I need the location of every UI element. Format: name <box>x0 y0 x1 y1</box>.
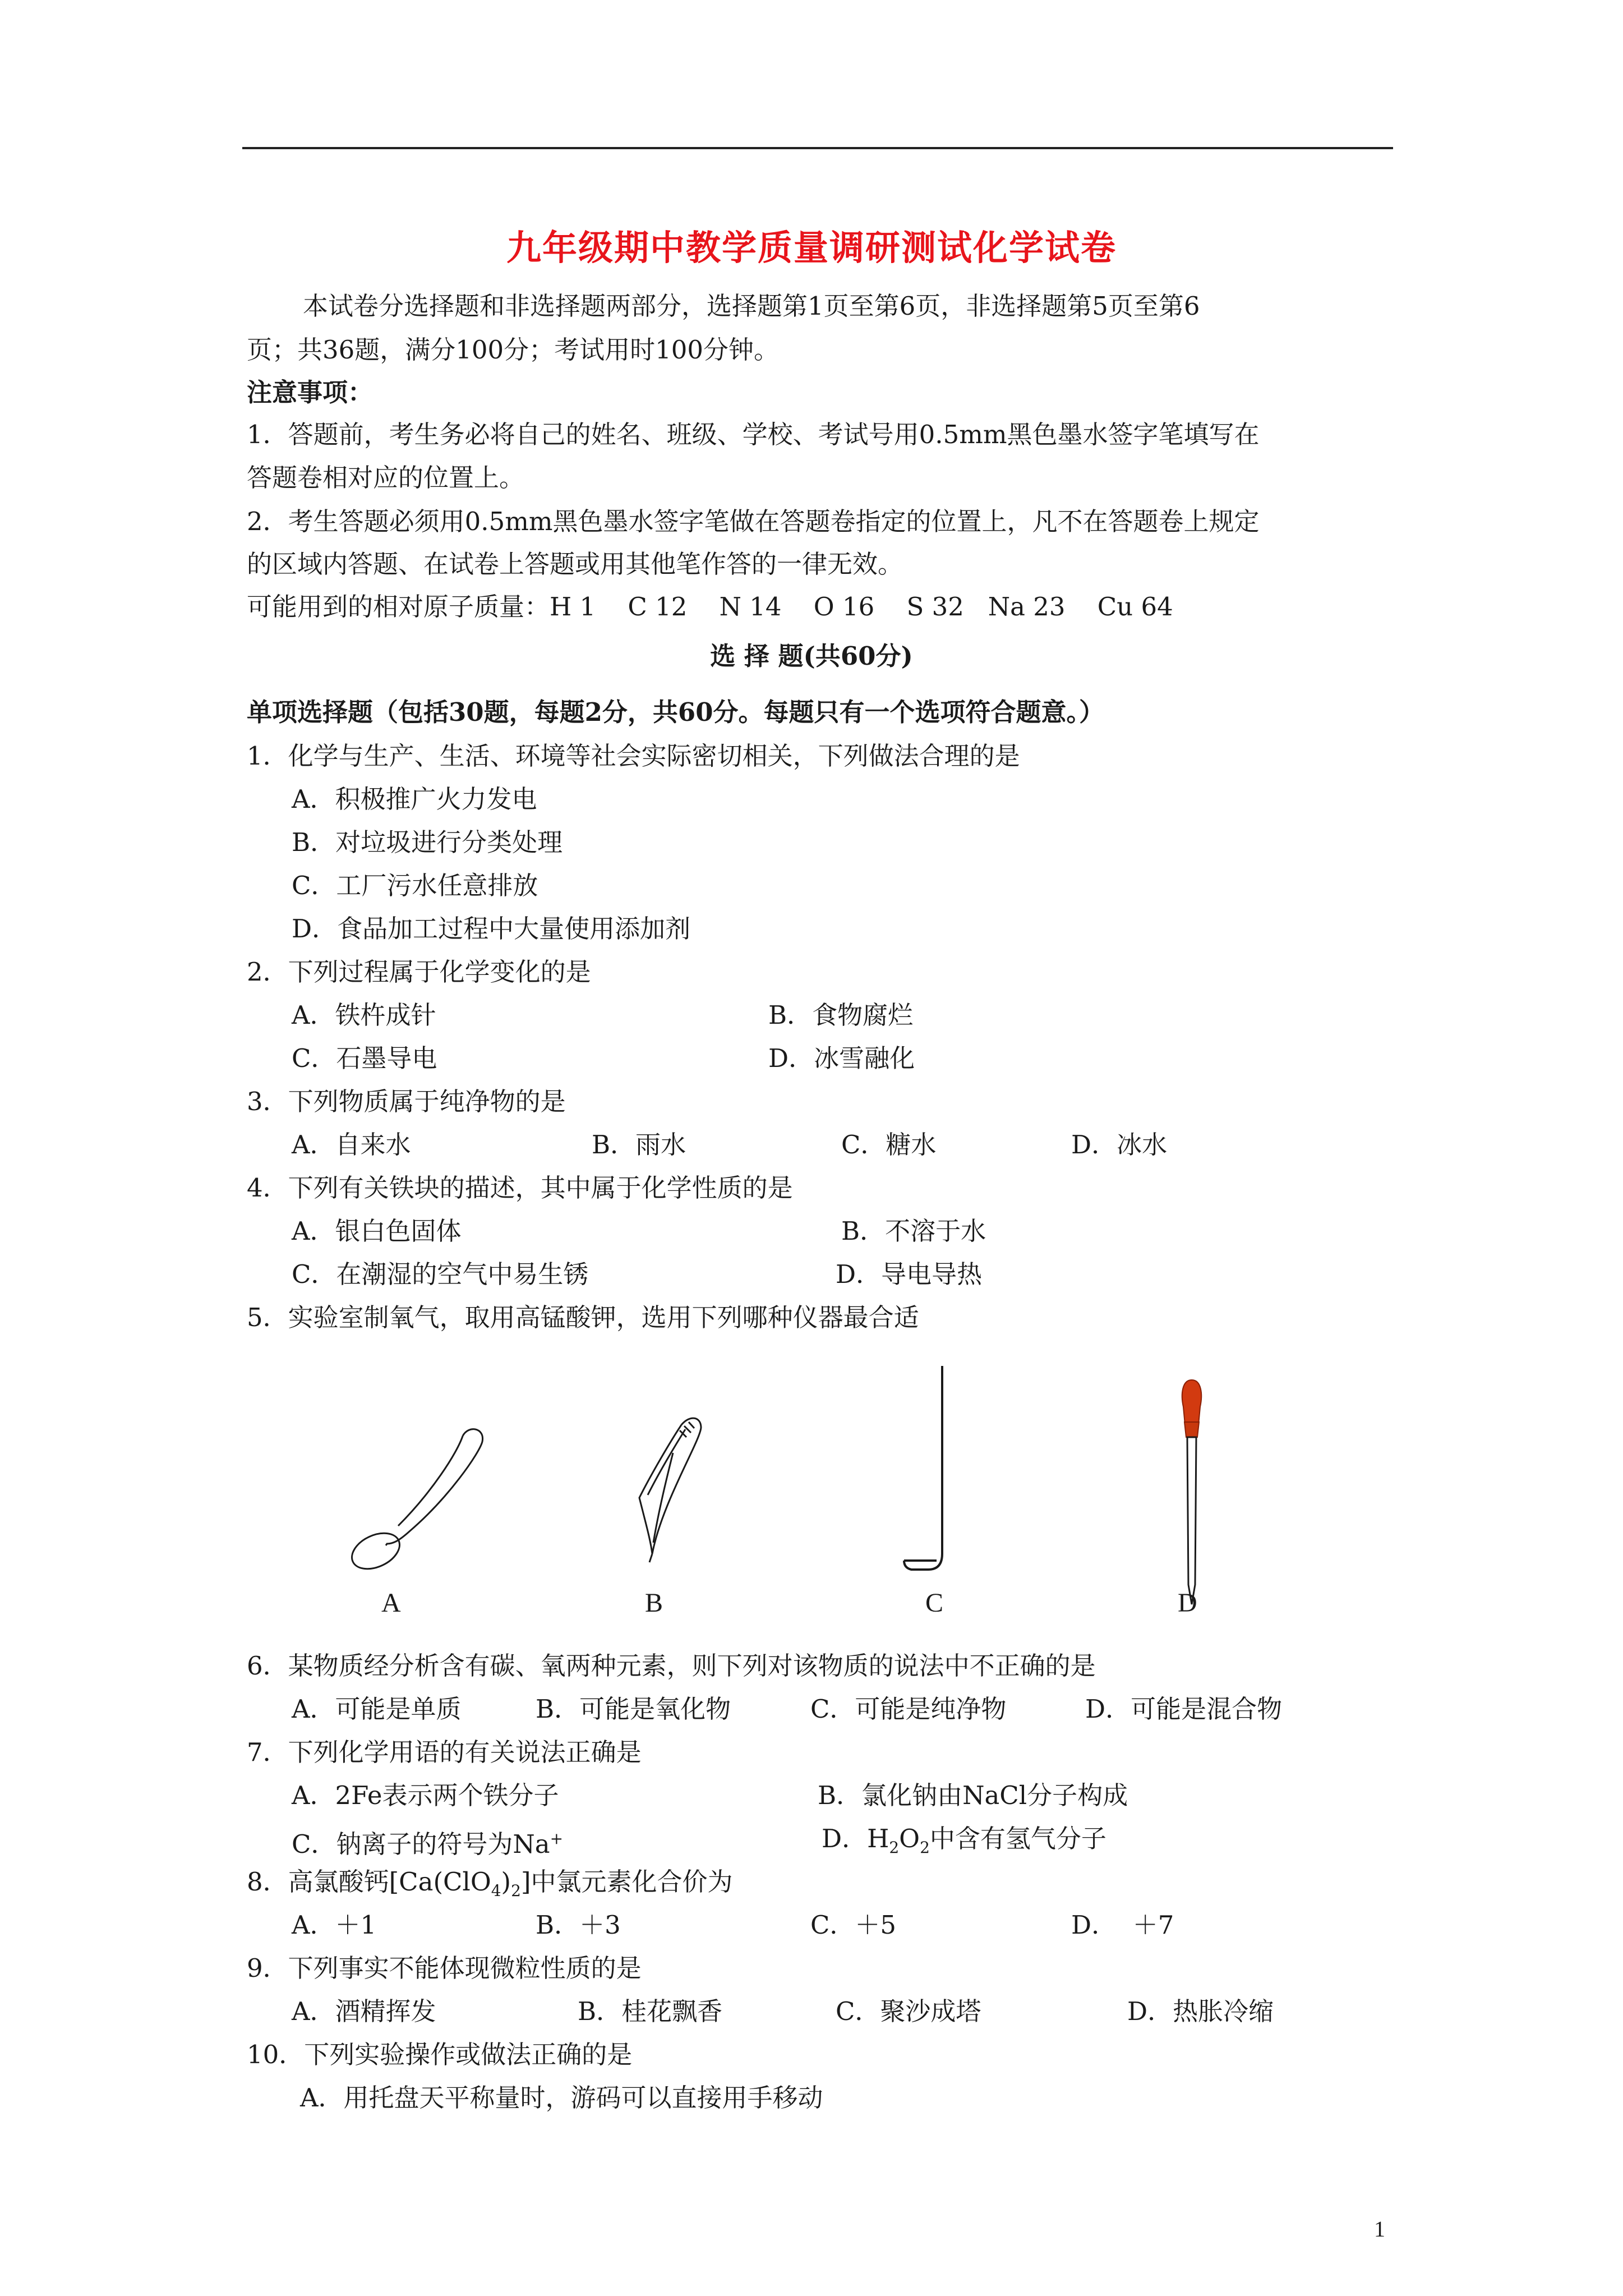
q4-option-a: A．银白色固体 <box>292 1216 462 1246</box>
question-8-stem <box>247 1865 733 1908</box>
q8-option-a: A．＋1 <box>292 1910 377 1940</box>
q7-option-b: B．氯化钠由NaCl分子构成 <box>818 1780 1128 1810</box>
q4-option-b: B．不溶于水 <box>841 1216 986 1246</box>
q2-option-c: C．石墨导电 <box>292 1043 437 1073</box>
q2-option-a: A．铁杵成针 <box>292 1000 436 1030</box>
q9-option-c: C．聚沙成塔 <box>836 1996 981 2026</box>
q7-option-d-prefix: D．H <box>822 1824 889 1853</box>
atomic-masses: 可能用到的相对原子质量：H 1 C 12 N 14 O 16 S 32 Na 23 Cu 64 <box>247 592 1173 622</box>
q8-option-c: C．＋5 <box>810 1910 897 1940</box>
q2-option-b: B．食物腐烂 <box>768 1000 914 1030</box>
q7-option-d-text: 中含有氢气分子 <box>929 1824 1106 1853</box>
q9-option-b: B．桂花飘香 <box>578 1996 723 2026</box>
q3-option-a: A．自来水 <box>292 1130 411 1159</box>
q8-option-b: B．＋3 <box>536 1910 621 1940</box>
exam-title: 九年级期中教学质量调研测试化学试卷 <box>506 227 1117 268</box>
header-rule <box>242 147 1393 149</box>
intro-line-2: 页；共36题，满分100分；考试用时100分钟。 <box>247 335 780 365</box>
q1-option-b: B．对垃圾进行分类处理 <box>292 827 563 857</box>
figure-label-d: D <box>1178 1588 1197 1618</box>
q3-option-b: B．雨水 <box>592 1130 686 1159</box>
figure-label-c: C <box>925 1588 944 1618</box>
q9-option-a: A．酒精挥发 <box>292 1996 436 2026</box>
page-number: 1 <box>1374 2216 1385 2242</box>
q7-option-d-mid: O <box>899 1824 920 1853</box>
q6-option-c: C．可能是纯净物 <box>810 1694 1007 1724</box>
q8-stem-suffix: ]中氯元素化合价为 <box>520 1867 733 1897</box>
section-heading: 选 择 题(共60分) <box>710 641 913 671</box>
question-5-stem: 5．实验室制氧气，取用高锰酸钾，选用下列哪种仪器最合适 <box>247 1303 919 1332</box>
q7-sub-1: 2 <box>889 1838 900 1857</box>
q8-sub-1: 4 <box>491 1881 501 1900</box>
q1-option-a: A．积极推广火力发电 <box>292 784 537 814</box>
q1-option-d: D．食品加工过程中大量使用添加剂 <box>292 914 691 944</box>
q7-option-c-text: C．钠离子的符号为Na <box>292 1829 550 1859</box>
tweezers-icon <box>639 1418 701 1562</box>
q7-option-a: A．2Fe表示两个铁分子 <box>292 1780 559 1810</box>
notes-heading: 注意事项： <box>247 378 374 407</box>
q9-option-d: D．热胀冷缩 <box>1127 1996 1274 2026</box>
q4-option-d: D．导电导热 <box>836 1259 983 1289</box>
combustion-spoon-icon <box>904 1366 942 1570</box>
note-1-line-2: 答题卷相对应的位置上。 <box>247 463 525 493</box>
note-1-line-1: 1．答题前，考生务必将自己的姓名、班级、学校、考试号用0.5mm黑色墨水签字笔填写在 <box>247 420 1260 449</box>
note-2-line-1: 2．考生答题必须用0.5mm黑色墨水签字笔做在答题卷指定的位置上，凡不在答题卷上规定 <box>247 507 1260 536</box>
q8-sub-2: 2 <box>511 1881 521 1900</box>
intro-line-1: 本试卷分选择题和非选择题两部分，选择题第1页至第6页，非选择题第5页至第6 <box>303 291 1200 321</box>
spoon-icon <box>346 1429 482 1576</box>
q8-stem-prefix: 8．高氯酸钙[Ca(ClO <box>247 1867 491 1897</box>
question-9-stem: 9．下列事实不能体现微粒性质的是 <box>247 1953 642 1983</box>
question-7-stem: 7．下列化学用语的有关说法正确是 <box>247 1737 642 1767</box>
figure-label-a: A <box>381 1588 401 1618</box>
q6-option-d: D．可能是混合物 <box>1085 1694 1283 1724</box>
question-1-stem: 1．化学与生产、生活、环境等社会实际密切相关，下列做法合理的是 <box>247 741 1020 771</box>
q1-option-c: C．工厂污水任意排放 <box>292 871 538 900</box>
q7-option-c <box>292 1822 563 1861</box>
q3-option-c: C．糖水 <box>841 1130 937 1159</box>
q6-option-a: A．可能是单质 <box>292 1694 462 1724</box>
question-4-stem: 4．下列有关铁块的描述，其中属于化学性质的是 <box>247 1173 793 1203</box>
question-6-stem: 6．某物质经分析含有碳、氧两种元素，则下列对该物质的说法中不正确的是 <box>247 1651 1096 1681</box>
q8-stem-mid: ) <box>501 1867 511 1897</box>
question-3-stem: 3．下列物质属于纯净物的是 <box>247 1087 566 1116</box>
q8-option-d: D． ＋7 <box>1071 1910 1174 1940</box>
q3-option-d: D．冰水 <box>1071 1130 1168 1159</box>
note-2-line-2: 的区域内答题、在试卷上答题或用其他笔作答的一律无效。 <box>247 549 903 579</box>
q2-option-d: D．冰雪融化 <box>768 1043 915 1073</box>
dropper-icon <box>1182 1380 1201 1604</box>
lab-instruments-figure <box>314 1363 1301 1632</box>
question-10-stem: 10．下列实验操作或做法正确的是 <box>247 2040 633 2069</box>
q10-option-a: A．用托盘天平称量时，游码可以直接用手移动 <box>300 2083 823 2113</box>
q7-option-d <box>822 1822 1106 1865</box>
q6-option-b: B．可能是氧化物 <box>536 1694 731 1724</box>
section-instruction: 单项选择题（包括30题，每题2分，共60分。每题只有一个选项符合题意。） <box>247 697 1105 727</box>
q4-option-c: C．在潮湿的空气中易生锈 <box>292 1259 589 1289</box>
figure-label-b: B <box>645 1588 663 1618</box>
q7-sub-2: 2 <box>920 1838 930 1857</box>
q7-plus-sign: + <box>550 1829 564 1848</box>
question-2-stem: 2．下列过程属于化学变化的是 <box>247 957 591 987</box>
